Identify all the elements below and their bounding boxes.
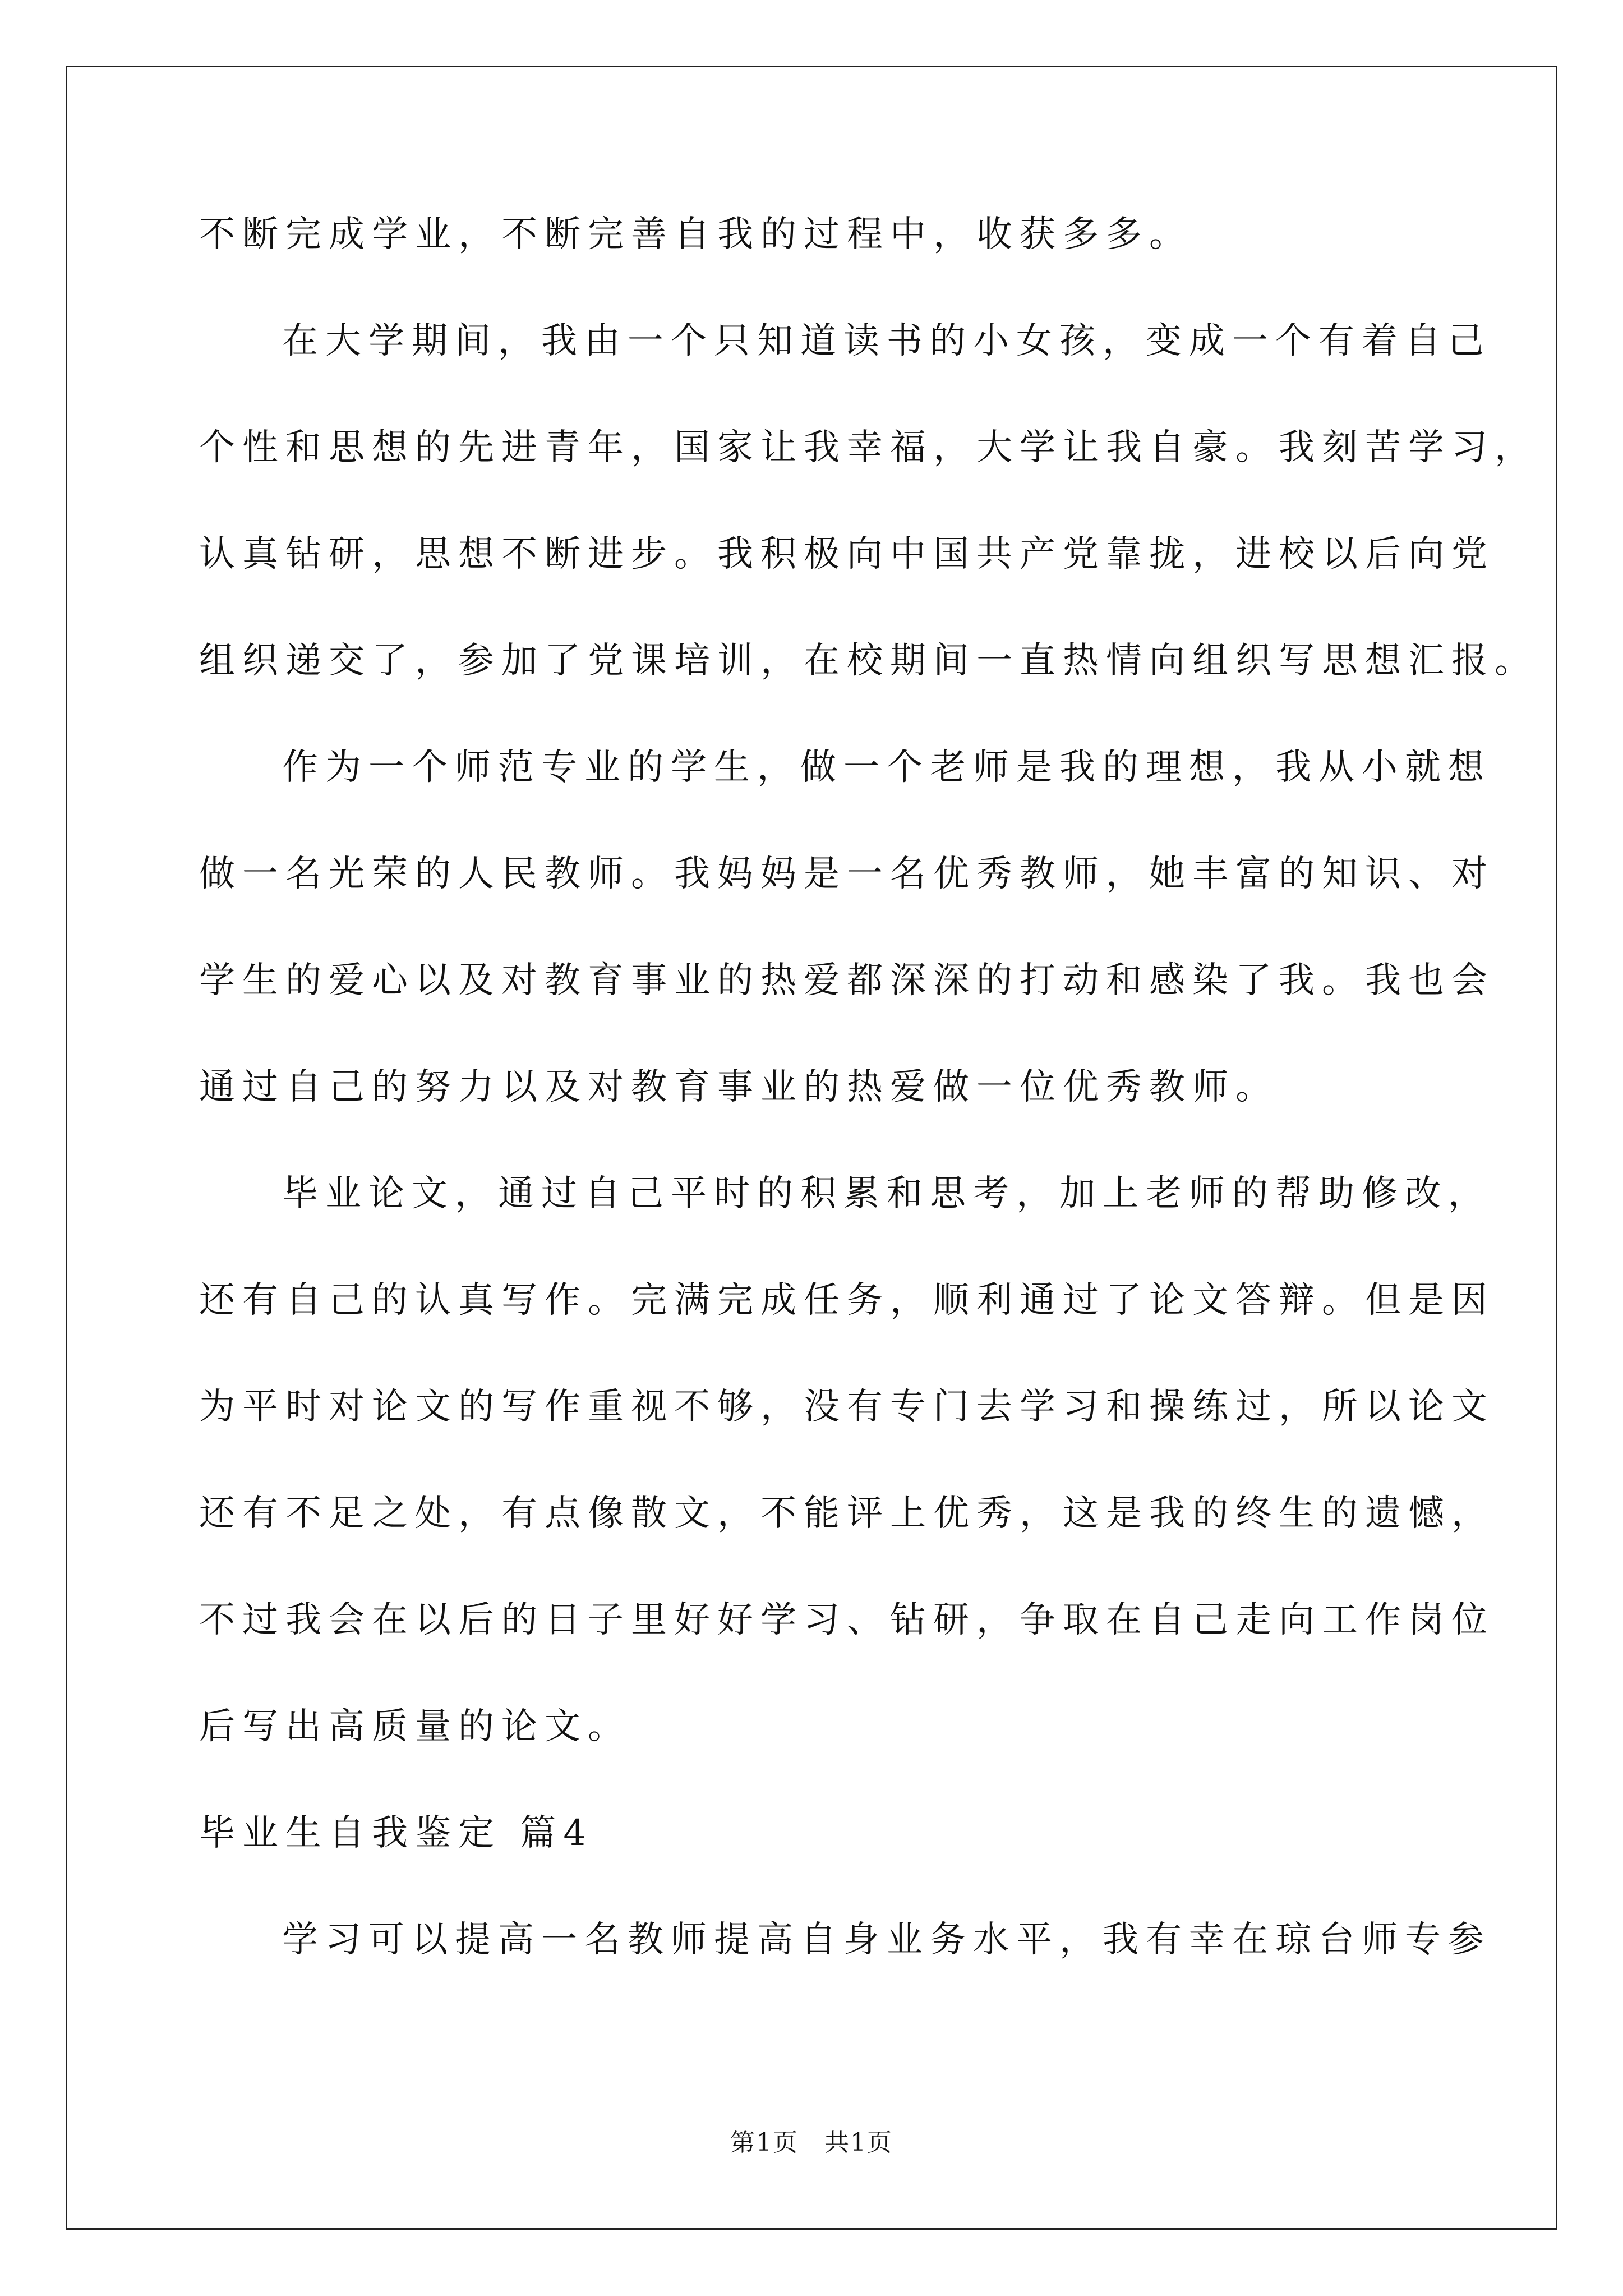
text-line: 组织递交了，参加了党课培训，在校期间一直热情向组织写思想汇报。 <box>199 640 1538 682</box>
text-line: 做一名光荣的人民教师。我妈妈是一名优秀教师，她丰富的知识、对 <box>199 853 1495 895</box>
text-line: 作为一个师范专业的学生，做一个老师是我的理想，我从小就想 <box>282 747 1491 788</box>
text-line: 不过我会在以后的日子里好好学习、钻研，争取在自己走向工作岗位 <box>199 1599 1495 1641</box>
text-line: 学习可以提高一名教师提高自身业务水平，我有幸在琼台师专参 <box>282 1919 1491 1961</box>
text-line: 后写出高质量的论文。 <box>199 1706 631 1747</box>
text-line: 不断完成学业，不断完善自我的过程中，收获多多。 <box>199 214 1192 255</box>
text-line: 个性和思想的先进青年，国家让我幸福，大学让我自豪。我刻苦学习， <box>199 427 1538 468</box>
text-line: 还有不足之处，有点像散文，不能评上优秀，这是我的终生的遗憾， <box>199 1493 1495 1534</box>
text-line: 毕业论文，通过自己平时的积累和思考，加上老师的帮助修改， <box>282 1173 1491 1214</box>
section-heading: 毕业生自我鉴定 篇4 <box>199 1812 594 1854</box>
page-border <box>66 66 1557 2230</box>
text-line: 在大学期间，我由一个只知道读书的小女孩，变成一个有着自己 <box>282 320 1491 362</box>
text-line: 学生的爱心以及对教育事业的热爱都深深的打动和感染了我。我也会 <box>199 960 1495 1001</box>
text-line: 通过自己的努力以及对教育事业的热爱做一位优秀教师。 <box>199 1066 1279 1108</box>
text-line: 还有自己的认真写作。完满完成任务，顺利通过了论文答辩。但是因 <box>199 1280 1495 1321</box>
page-footer: 第1页 共1页 <box>730 2128 893 2157</box>
text-line: 认真钻研，思想不断进步。我积极向中国共产党靠拢，进校以后向党 <box>199 533 1495 575</box>
text-line: 为平时对论文的写作重视不够，没有专门去学习和操练过，所以论文 <box>199 1386 1495 1428</box>
